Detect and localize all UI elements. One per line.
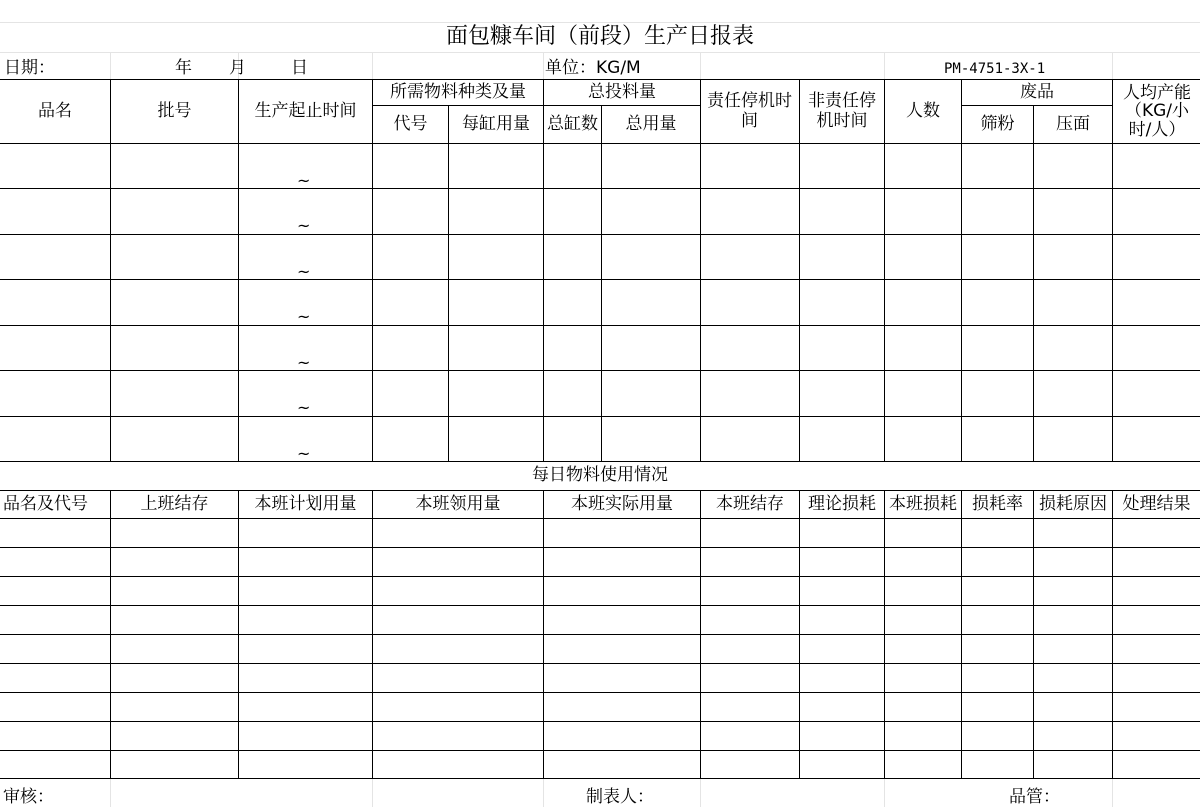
header-total-vats: 总缸数 xyxy=(547,113,598,134)
usage-header-loss-rate: 损耗率 xyxy=(972,493,1023,514)
time-range-tilde: ~ xyxy=(297,398,311,417)
date-label: 日期： xyxy=(4,58,55,78)
date-day: 日 xyxy=(291,58,308,78)
quality-control-label: 品管： xyxy=(1009,787,1060,807)
date-year: 年 xyxy=(175,58,192,78)
usage-header-product-code: 品名及代号 xyxy=(3,494,88,514)
material-usage-title: 每日物料使用情况 xyxy=(532,465,668,486)
header-headcount: 人数 xyxy=(906,100,940,121)
header-total-usage: 总用量 xyxy=(625,113,677,134)
header-material-code: 代号 xyxy=(393,113,428,134)
header-productivity: 人均产能（KG/小时/人） xyxy=(1123,82,1191,140)
usage-header-opening-stock: 上班结存 xyxy=(140,493,209,514)
usage-header-received: 本班领用量 xyxy=(415,493,501,514)
preparer-label: 制表人： xyxy=(586,787,654,807)
header-per-vat-usage: 每缸用量 xyxy=(462,113,530,134)
reviewer-label: 审核： xyxy=(3,787,54,807)
unit-label: 单位：KG/M xyxy=(545,58,641,78)
time-range-tilde: ~ xyxy=(297,171,311,190)
usage-header-planned-usage: 本班计划用量 xyxy=(254,493,357,514)
usage-header-theoretical-loss: 理论损耗 xyxy=(808,493,876,514)
document-code: PM-4751-3X-1 xyxy=(944,61,1046,77)
date-month: 月 xyxy=(229,58,246,78)
header-batch-no: 批号 xyxy=(157,100,192,121)
usage-header-shift-loss: 本班损耗 xyxy=(889,493,957,514)
header-total-feed: 总投料量 xyxy=(588,81,656,102)
usage-header-handling-result: 处理结果 xyxy=(1122,493,1191,514)
time-range-tilde: ~ xyxy=(297,307,311,326)
time-range-tilde: ~ xyxy=(297,353,311,372)
header-responsible-downtime: 责任停机时间 xyxy=(707,90,792,131)
header-production-time: 生产起止时间 xyxy=(254,100,357,121)
header-pressed-dough: 压面 xyxy=(1056,113,1090,134)
usage-header-closing-stock: 本班结存 xyxy=(716,493,784,514)
header-product-name: 品名 xyxy=(38,100,72,121)
time-range-tilde: ~ xyxy=(297,444,311,463)
time-range-tilde: ~ xyxy=(297,262,311,281)
report-title: 面包糠车间（前段）生产日报表 xyxy=(445,24,754,50)
header-sieve-powder: 筛粉 xyxy=(980,113,1015,134)
header-materials: 所需物料种类及量 xyxy=(390,81,526,102)
usage-header-loss-reason: 损耗原因 xyxy=(1039,493,1107,514)
time-range-tilde: ~ xyxy=(297,216,311,235)
header-waste: 废品 xyxy=(1020,81,1054,102)
header-nonresponsible-downtime: 非责任停机时间 xyxy=(808,90,876,131)
usage-header-actual-usage: 本班实际用量 xyxy=(571,493,673,514)
